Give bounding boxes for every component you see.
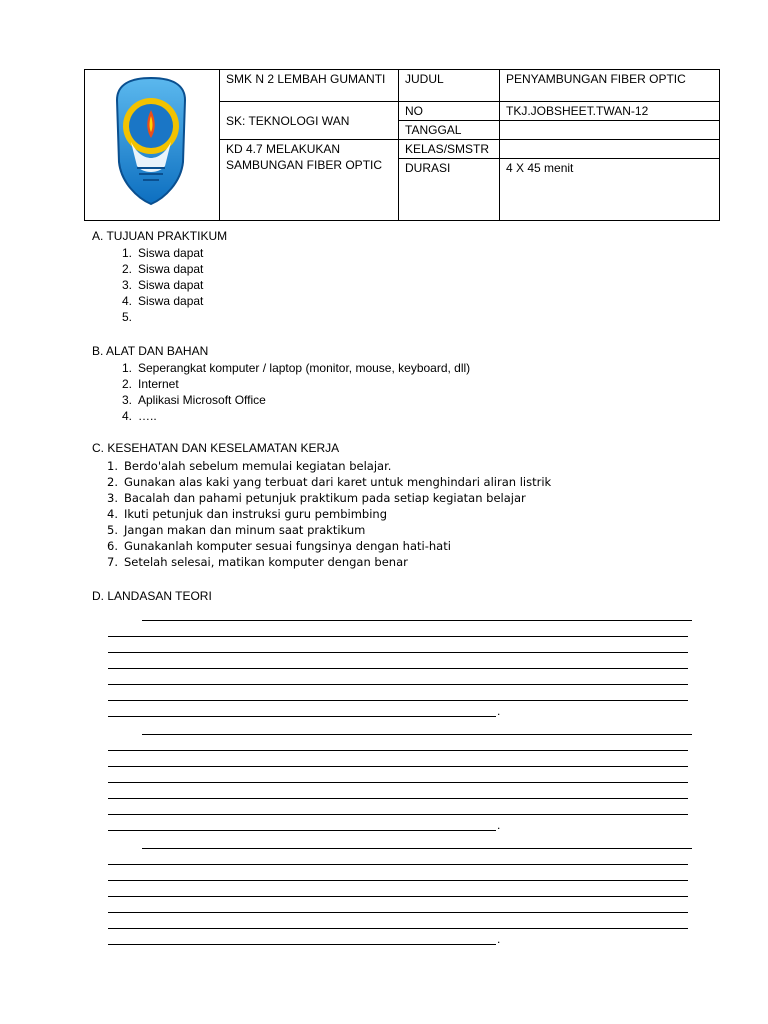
list-item: 3. Aplikasi Microsoft Office: [121, 393, 266, 407]
section-d-title: D. LANDASAN TEORI: [92, 589, 212, 603]
list-item: 7. Setelah selesai, matikan komputer dengan benar: [107, 555, 408, 569]
list-item: 6. Gunakanlah komputer sesuai fungsinya dengan hati-hati: [107, 539, 451, 553]
no-label: NO: [399, 102, 500, 121]
section-c-title: C. KESEHATAN DAN KESELAMATAN KERJA: [92, 441, 340, 455]
list-item: 1. Seperangkat komputer / laptop (monitor, mouse, keyboard, dll): [121, 361, 471, 375]
judul-label: JUDUL: [399, 70, 500, 102]
writing-line: [108, 864, 688, 865]
paragraph-end-dot: .: [497, 932, 501, 946]
judul-value: PENYAMBUNGAN FIBER OPTIC: [500, 70, 720, 102]
writing-line: [142, 734, 692, 735]
list-item: 4. Ikuti petunjuk dan instruksi guru pembimbing: [107, 507, 388, 521]
writing-line: [108, 814, 688, 815]
writing-line: [108, 782, 688, 783]
paragraph-end-dot: .: [497, 818, 501, 832]
writing-line: [108, 684, 688, 685]
writing-line: [108, 912, 688, 913]
logo-cell: [85, 70, 220, 221]
writing-line: [108, 652, 688, 653]
list-item: 3. Siswa dapat: [121, 278, 204, 292]
section-c-list: [94, 458, 551, 570]
list-item: 2. Internet: [121, 377, 179, 391]
writing-line: [108, 750, 688, 751]
section-a-list: [108, 245, 203, 325]
writing-line: [108, 880, 688, 881]
sk-label: SK: TEKNOLOGI WAN: [220, 102, 399, 140]
list-item: 4. …..: [121, 409, 157, 423]
kd-label: KD 4.7 MELAKUKAN SAMBUNGAN FIBER OPTIC: [220, 140, 399, 221]
no-value: TKJ.JOBSHEET.TWAN-12: [500, 102, 720, 121]
kelas-label: KELAS/SMSTR: [399, 140, 500, 159]
header-table: [84, 69, 720, 221]
writing-line: [142, 848, 692, 849]
writing-line: [108, 830, 496, 831]
writing-line: [108, 668, 688, 669]
kelas-value: [500, 140, 720, 159]
list-item: 1. Berdo'alah sebelum memulai kegiatan belajar.: [107, 459, 392, 473]
writing-line: [108, 700, 688, 701]
list-item: 5.: [121, 310, 132, 324]
writing-line: [108, 798, 688, 799]
tut-wuri-handayani-logo: [85, 70, 218, 212]
writing-line: [142, 620, 692, 621]
section-b-list: [108, 360, 470, 424]
tanggal-value: [500, 121, 720, 140]
list-item: 2. Siswa dapat: [121, 262, 204, 276]
list-item: 2. Gunakan alas kaki yang terbuat dari karet untuk menghindari aliran listrik: [107, 475, 552, 489]
list-item: 4. Siswa dapat: [121, 294, 204, 308]
section-b-title: B. ALAT DAN BAHAN: [92, 344, 209, 358]
writing-line: [108, 928, 688, 929]
list-item: 1. Siswa dapat: [121, 246, 204, 260]
writing-line: [108, 716, 496, 717]
writing-line: [108, 766, 688, 767]
writing-line: [108, 636, 688, 637]
durasi-label: DURASI: [399, 159, 500, 221]
writing-line: [108, 944, 496, 945]
durasi-value: 4 X 45 menit: [500, 159, 720, 221]
tanggal-label: TANGGAL: [399, 121, 500, 140]
school-name: SMK N 2 LEMBAH GUMANTI: [220, 70, 399, 102]
section-a-title: A. TUJUAN PRAKTIKUM: [92, 229, 228, 243]
writing-line: [108, 896, 688, 897]
list-item: 5. Jangan makan dan minum saat praktikum: [107, 523, 366, 537]
paragraph-end-dot: .: [497, 704, 501, 718]
list-item: 3. Bacalah dan pahami petunjuk praktikum pada setiap kegiatan belajar: [107, 491, 526, 505]
